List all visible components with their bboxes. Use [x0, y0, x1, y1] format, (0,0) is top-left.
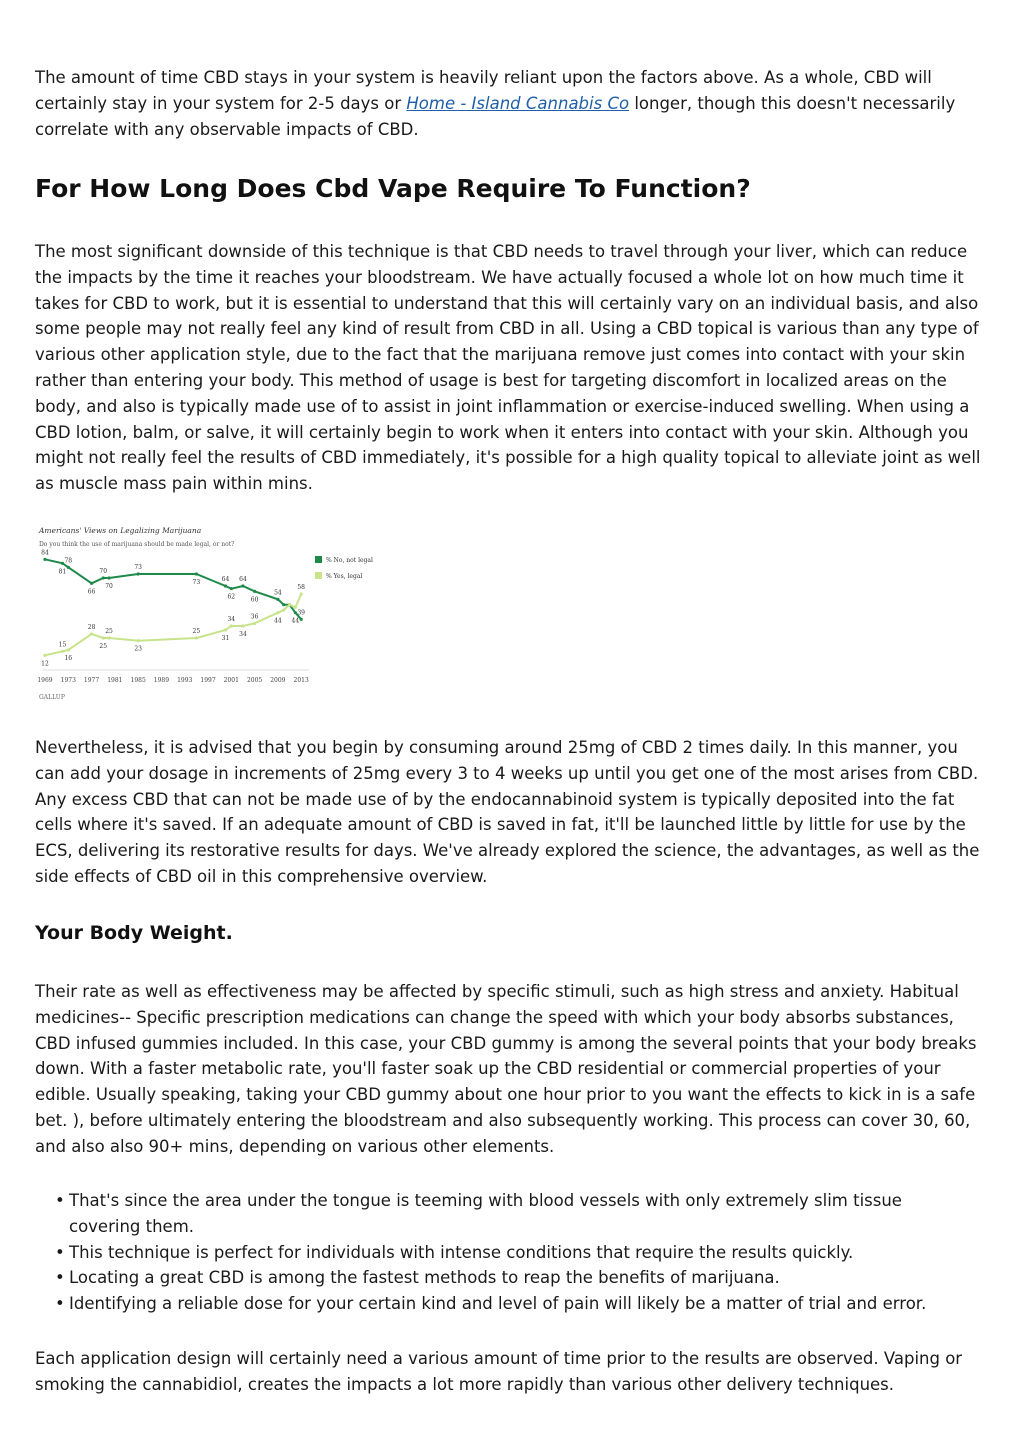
data-label: 62 — [227, 593, 236, 601]
chart-legend — [315, 556, 373, 580]
x-tick-label: 1989 — [153, 677, 170, 684]
data-label: 44 — [291, 617, 300, 625]
data-label: 36 — [250, 613, 259, 621]
data-point — [230, 624, 233, 627]
data-point — [230, 587, 233, 590]
legend-label-no: % No, not legal — [326, 557, 373, 564]
data-label: 25 — [192, 628, 201, 635]
data-point — [224, 628, 227, 631]
data-label: 15 — [58, 641, 67, 649]
data-label: 81 — [58, 568, 67, 576]
chart-source: GALLUP — [39, 694, 65, 701]
x-tick-label: 1985 — [130, 677, 146, 684]
x-tick-label: 2005 — [246, 677, 263, 684]
paragraph-4: Their rate as well as effectiveness may be affected by specific stimuli, such as high stress and anxiety. Habitual medicines-- Specific prescription medications can change the speed with which your body absorbs substances, CBD infused gummies included. In this case, your CBD gummy is among the several points that your body breaks down. With a faster metabolic rate, you'll faster soak up the CBD residential or commercial properties of your edible. Usually speaking, taking your CBD gummy about one hour prior to you want the effects to kick in is a safe bet. ), before ultimately entering the bloodstream and also subsequently working. This process can cover 30, 60, and also also 90+ mins, depending on various other elements. — [35, 982, 977, 1156]
data-label: 58 — [297, 584, 305, 591]
data-label: 64 — [239, 576, 247, 583]
data-point — [43, 558, 46, 561]
data-point — [90, 582, 93, 585]
data-label: 16 — [64, 655, 73, 662]
chart-title: Americans' Views on Legalizing Marijuana — [39, 526, 202, 535]
data-point — [195, 636, 198, 639]
legend-swatch-no — [315, 556, 322, 563]
data-label: 12 — [41, 660, 49, 668]
data-point — [288, 603, 291, 606]
data-label: 31 — [221, 635, 230, 642]
data-label: 28 — [87, 624, 96, 631]
data-point — [195, 572, 198, 575]
data-label: 25 — [105, 628, 113, 635]
x-tick-label: 1993 — [177, 677, 193, 684]
data-point — [67, 648, 70, 651]
data-point — [43, 654, 46, 657]
x-tick-label: 2013 — [293, 677, 309, 684]
data-label: 34 — [239, 631, 247, 638]
data-point — [294, 606, 297, 609]
x-tick-label: 1973 — [60, 677, 76, 684]
list-item: • Locating a great CBD is among the fastest methods to reap the benefits of marijuana. — [55, 1265, 955, 1291]
data-point — [300, 592, 303, 595]
plot-area — [37, 549, 309, 684]
data-label: 70 — [105, 583, 113, 590]
data-point — [253, 622, 256, 625]
paragraph-5: Each application design will certainly need a various amount of time prior to the results are observed. Vaping or smoking the cannabidiol, creates the impacts a lot more rapidly than various other delivery techniques. — [35, 1349, 963, 1394]
x-tick-label: 1977 — [83, 677, 100, 684]
data-point — [224, 584, 227, 587]
data-point — [61, 650, 64, 653]
data-point — [241, 624, 244, 627]
legend-label-yes: % Yes, legal — [326, 573, 363, 580]
data-label: 73 — [134, 564, 142, 571]
data-point — [241, 584, 244, 587]
data-point — [137, 572, 140, 575]
chart-svg — [35, 520, 380, 705]
series-line-no — [45, 559, 301, 619]
island-cannabis-link[interactable]: Home - Island Cannabis Co — [406, 93, 630, 113]
paragraph-1 — [35, 65, 990, 142]
data-label: 66 — [87, 588, 96, 596]
data-label: 60 — [250, 596, 259, 604]
data-point — [107, 576, 110, 579]
data-label: 64 — [221, 576, 230, 583]
data-point — [90, 632, 93, 635]
paragraph-3: Nevertheless, it is advised that you begin by consuming around 25mg of CBD 2 times daily. In this manner, you can add your dosage in increments of 25mg every 3 to 4 weeks up until you get one of the most arises from CBD. Any excess CBD that can not be made use of by the endocannabinoid system is typically deposited into the fat cells where it's saved. If an adequate amount of CBD is saved in fat, it'll be launched little by little for use by the ECS, delivering its restorative results for days. We've already explored the science, the advantages, as well as the side effects of CBD oil in this comprehensive overview. — [35, 738, 980, 886]
paragraph-1-text-a: The amount of time CBD stays in your system is heavily reliant upon the factors above. As a whole, CBD will certainly stay in your system for 2-5 days or — [35, 68, 932, 113]
data-point — [102, 576, 105, 579]
data-point — [67, 566, 70, 569]
data-point — [102, 636, 105, 639]
bullet-list — [0, 1188, 955, 1317]
series-line-yes — [45, 594, 301, 655]
x-tick-label: 2001 — [223, 677, 239, 684]
data-label: 84 — [41, 549, 49, 557]
data-point — [253, 590, 256, 593]
chart-subtitle: Do you think the use of marijuana should be made legal, or not? — [39, 541, 235, 548]
x-tick-label: 1997 — [200, 677, 216, 684]
data-label: 44 — [274, 617, 282, 625]
data-point — [107, 636, 110, 639]
x-tick-label: 1981 — [107, 677, 123, 684]
paragraph-2: The most significant downside of this technique is that CBD needs to travel through your liver, which can reduce the impacts by the time it reaches your bloodstream. We have actually focused a whole lot on how much time it takes for CBD to work, but it is essential to understand that this will certainly vary on an individual basis, and also some people may not really feel any kind of result from CBD in all. Using a CBD topical is various than any type of various other application style, due to the fact that the marijuana remove just comes into contact with your skin rather than entering your body. This method of usage is best for targeting discomfort in localized areas on the body, and also is typically made use of to assist in joint inflammation or exercise-induced swelling. When using a CBD lotion, balm, or salve, it will certainly begin to work when it enters into contact with your skin. Although you might not really feel the results of CBD immediately, it's possible for a high quality topical to alleviate joint as well as muscle mass pain within mins. — [35, 242, 981, 494]
list-item: • Identifying a reliable dose for your certain kind and level of pain will likely be a matter of trial and error. — [55, 1291, 955, 1317]
data-point — [282, 608, 285, 611]
list-item: • That's since the area under the tongue is teeming with blood vessels with only extremely slim tissue covering them. — [55, 1188, 955, 1240]
data-label: 73 — [192, 579, 201, 586]
marijuana-views-chart — [35, 520, 380, 705]
data-label: 39 — [297, 609, 305, 617]
data-label: 78 — [64, 557, 73, 565]
section-heading-2: Your Body Weight. — [35, 922, 233, 944]
data-label: 23 — [134, 645, 142, 653]
data-label: 54 — [274, 589, 282, 597]
data-point — [137, 639, 140, 642]
x-tick-label: 2009 — [270, 677, 286, 684]
list-item: • This technique is perfect for individuals with intense conditions that require the results quickly. — [55, 1240, 955, 1266]
data-point — [276, 598, 279, 601]
data-label: 25 — [99, 643, 108, 650]
section-heading-1: For How Long Does Cbd Vape Require To Function? — [35, 174, 751, 203]
data-label: 70 — [99, 568, 108, 575]
data-point — [282, 603, 285, 606]
data-point — [300, 618, 303, 621]
x-tick-label: 1969 — [37, 677, 53, 684]
paragraph-1-text-b: longer, though this doesn't necessarily correlate with any observable impacts of CBD. — [35, 93, 956, 139]
data-point — [276, 611, 279, 614]
data-label: 34 — [227, 616, 236, 623]
legend-swatch-yes — [315, 572, 322, 579]
